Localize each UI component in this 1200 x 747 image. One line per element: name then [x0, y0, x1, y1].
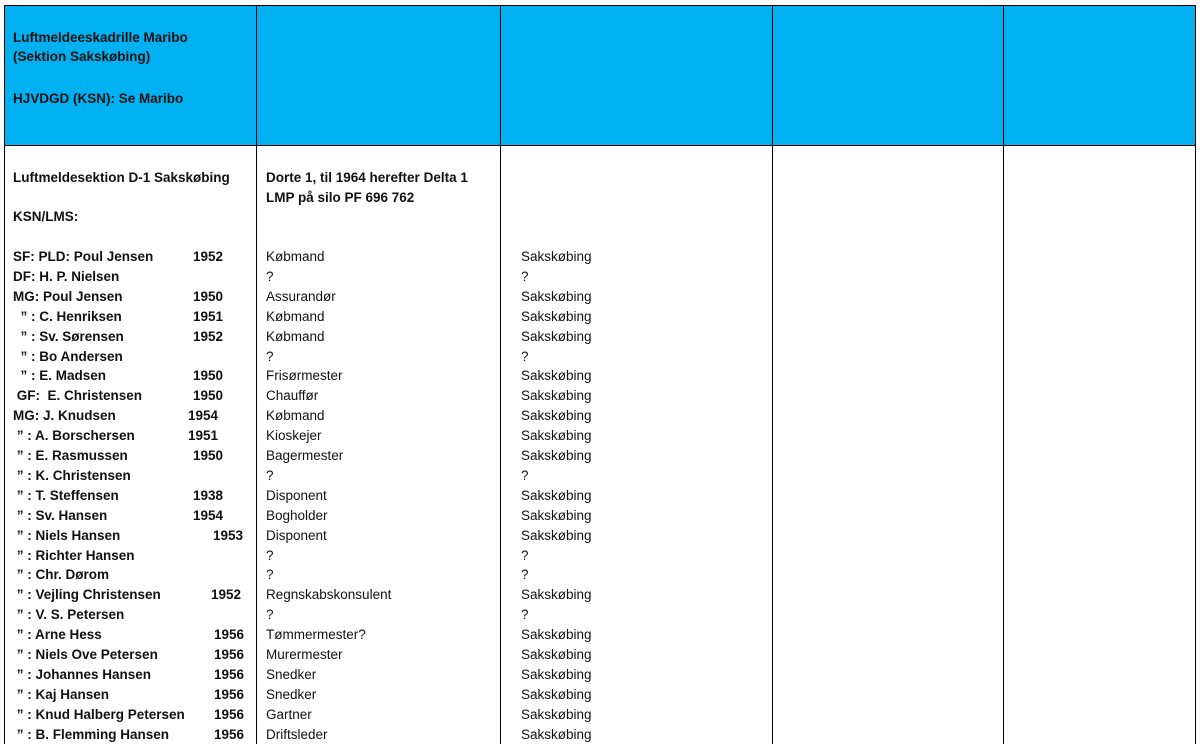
member-row: [0, 627, 1190, 647]
member-occupation: ?: [266, 348, 274, 364]
member-name: DF: H. P. Nielsen: [13, 268, 120, 284]
member-occupation: ?: [266, 547, 274, 563]
member-town: ?: [521, 348, 529, 364]
member-occupation: Gartner: [266, 706, 312, 722]
member-occupation: Købmand: [266, 308, 325, 324]
member-town: Sakskøbing: [521, 388, 592, 404]
member-row: [0, 408, 1190, 428]
member-row: [0, 329, 1190, 349]
member-town: Sakskøbing: [521, 647, 592, 662]
member-name: ” : E. Madsen: [13, 368, 107, 384]
header-hjvdgd: HJVDGD (KSN): Se Maribo: [13, 91, 184, 106]
member-name: ” : Sv. Hansen: [13, 507, 108, 523]
member-name: ” : Knud Halberg Petersen: [13, 706, 185, 722]
member-occupation: ?: [266, 467, 274, 483]
member-name: ” : Niels Hansen: [13, 527, 121, 543]
member-occupation: Assurandør: [266, 288, 336, 304]
member-occupation: Disponent: [266, 527, 327, 543]
grid-line-header-bottom: [4, 145, 1196, 146]
member-year: 1956: [214, 706, 245, 722]
member-year: 1950: [193, 388, 224, 404]
member-name: ” : T. Steffensen: [13, 487, 119, 503]
member-town: Sakskøbing: [521, 288, 592, 304]
member-town: Sakskøbing: [521, 527, 592, 543]
member-occupation: Bagermester: [266, 448, 344, 463]
member-row: [0, 607, 1190, 627]
member-occupation: Regnskabskonsulent: [266, 587, 392, 603]
member-year: 1954: [188, 408, 219, 424]
member-town: ?: [521, 547, 529, 563]
member-occupation: Driftsleder: [266, 726, 328, 742]
member-occupation: ?: [266, 607, 274, 623]
member-row: [0, 468, 1190, 488]
member-row: [0, 548, 1190, 568]
member-occupation: Snedker: [266, 686, 317, 702]
member-town: Sakskøbing: [521, 448, 592, 463]
member-year: 1950: [193, 368, 224, 384]
member-year: 1956: [214, 647, 245, 662]
member-name: ” : Vejling Christensen: [13, 587, 161, 603]
member-name: ” : Richter Hansen: [13, 547, 135, 563]
header-title: [13, 28, 188, 66]
member-row: [0, 388, 1190, 408]
member-name: ” : Kaj Hansen: [13, 686, 110, 702]
member-year: 1956: [214, 726, 245, 742]
header-title-line2: (Sektion Sakskøbing): [13, 49, 151, 64]
header-title-line1: Luftmeldeeskadrille Maribo: [13, 30, 188, 45]
member-name: ” : Sv. Sørensen: [13, 328, 124, 344]
member-row: [0, 687, 1190, 707]
member-occupation: Snedker: [266, 666, 317, 682]
member-town: Sakskøbing: [521, 368, 592, 384]
member-name: GF: E. Christensen: [13, 388, 143, 404]
member-name: ” : E. Rasmussen: [13, 448, 128, 463]
member-row: [0, 309, 1190, 329]
member-town: Sakskøbing: [521, 666, 592, 682]
member-town: ?: [521, 607, 529, 623]
member-year: 1956: [214, 666, 245, 682]
member-year: 1938: [193, 487, 224, 503]
member-name: MG: Poul Jensen: [13, 288, 123, 304]
member-row: [0, 249, 1190, 269]
member-row: [0, 528, 1190, 548]
member-name: ” : A. Borschersen: [13, 428, 135, 444]
member-row: [0, 587, 1190, 607]
member-year: 1953: [213, 527, 244, 543]
member-row: [0, 448, 1190, 468]
member-row: [0, 289, 1190, 309]
grid-line-top: [4, 5, 1196, 6]
member-occupation: Kioskejer: [266, 428, 322, 444]
member-row: [0, 368, 1190, 388]
member-occupation: Frisørmester: [266, 368, 343, 384]
member-year: 1950: [193, 448, 224, 463]
member-name: ” : Chr. Dørom: [13, 567, 110, 583]
member-town: Sakskøbing: [521, 308, 592, 324]
member-name: ” : V. S. Petersen: [13, 607, 125, 623]
member-occupation: Bogholder: [266, 507, 328, 523]
member-year: 1951: [193, 308, 224, 324]
member-occupation: Tømmermester?: [266, 627, 366, 643]
member-town: ?: [521, 268, 529, 284]
member-town: Sakskøbing: [521, 587, 592, 603]
member-row: [0, 428, 1190, 448]
member-row: [0, 567, 1190, 587]
member-year: 1952: [193, 249, 224, 264]
member-occupation: Murermester: [266, 647, 343, 662]
member-name: SF: PLD: Poul Jensen: [13, 249, 154, 264]
member-town: Sakskøbing: [521, 408, 592, 424]
member-occupation: Købmand: [266, 249, 325, 264]
member-occupation: Købmand: [266, 328, 325, 344]
member-row: [0, 647, 1190, 667]
section-name: Luftmeldesektion D-1 Sakskøbing: [13, 170, 230, 185]
member-town: Sakskøbing: [521, 249, 592, 264]
member-town: ?: [521, 467, 529, 483]
member-row: [0, 269, 1190, 289]
member-town: Sakskøbing: [521, 627, 592, 643]
member-occupation: Købmand: [266, 408, 325, 424]
ksn-label: KSN/LMS:: [13, 209, 79, 224]
member-row: [0, 508, 1190, 528]
member-town: Sakskøbing: [521, 726, 592, 742]
member-name: ” : K. Christensen: [13, 467, 131, 483]
member-town: Sakskøbing: [521, 487, 592, 503]
member-name: ” : Johannes Hansen: [13, 666, 152, 682]
member-name: ” : C. Henriksen: [13, 308, 122, 324]
member-year: 1950: [193, 288, 224, 304]
grid-line-v5: [1195, 5, 1196, 744]
section-callsign: Dorte 1, til 1964 herefter Delta 1: [266, 170, 468, 185]
member-town: ?: [521, 567, 529, 583]
member-year: 1954: [193, 507, 224, 523]
member-town: Sakskøbing: [521, 507, 592, 523]
member-row: [0, 667, 1190, 687]
member-name: MG: J. Knudsen: [13, 408, 116, 424]
member-name: ” : B. Flemming Hansen: [13, 726, 170, 742]
member-town: Sakskøbing: [521, 428, 592, 444]
member-town: Sakskøbing: [521, 706, 592, 722]
member-town: Sakskøbing: [521, 328, 592, 344]
member-occupation: Chauffør: [266, 388, 319, 404]
member-name: ” : Niels Ove Petersen: [13, 647, 158, 662]
member-year: 1956: [214, 686, 245, 702]
member-year: 1956: [214, 627, 245, 643]
section-lmp: LMP på silo PF 696 762: [266, 190, 415, 205]
member-occupation: ?: [266, 268, 274, 284]
member-row: [0, 349, 1190, 369]
member-occupation: ?: [266, 567, 274, 583]
member-row: [0, 707, 1190, 727]
member-year: 1951: [188, 428, 219, 444]
member-name: ” : Bo Andersen: [13, 348, 123, 364]
member-year: 1952: [193, 328, 224, 344]
member-row: [0, 488, 1190, 508]
member-town: Sakskøbing: [521, 686, 592, 702]
member-year: 1952: [211, 587, 242, 603]
member-name: ” : Arne Hess: [13, 627, 102, 643]
header-band: [4, 5, 1196, 145]
member-occupation: Disponent: [266, 487, 327, 503]
